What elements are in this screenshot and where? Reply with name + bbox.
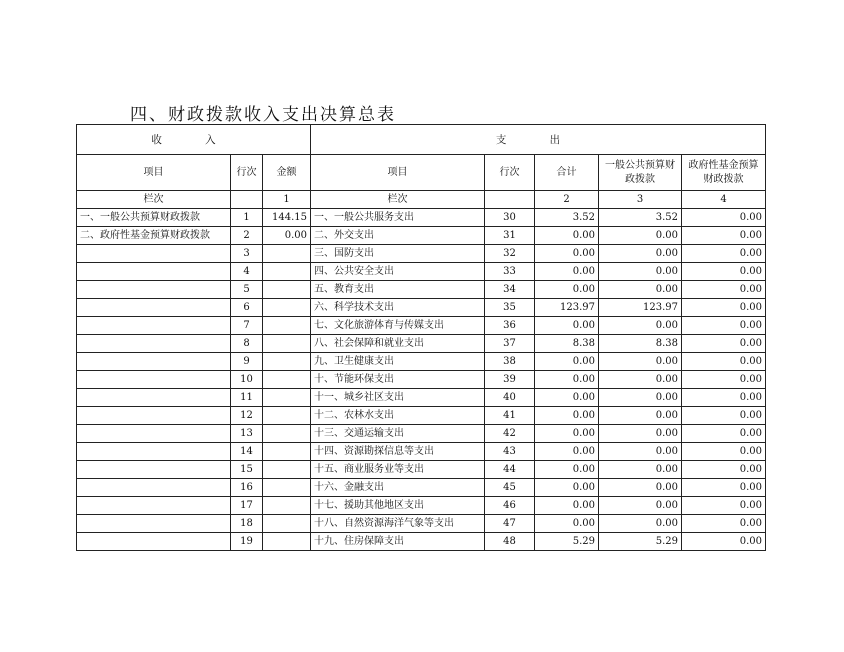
gov-fund-cell: 0.00 <box>682 263 766 281</box>
expense-row-no-header: 行次 <box>485 155 535 191</box>
income-row-no-cell: 7 <box>231 317 263 335</box>
expense-item-cell: 十二、农林水支出 <box>311 407 485 425</box>
income-item-cell <box>77 389 231 407</box>
general-budget-cell: 0.00 <box>599 461 682 479</box>
income-item-cell <box>77 245 231 263</box>
income-row-no-cell: 16 <box>231 479 263 497</box>
table-row <box>77 263 766 281</box>
total-cell: 8.38 <box>535 335 599 353</box>
expense-row-no-cell: 47 <box>485 515 535 533</box>
column-index-amount: 1 <box>263 191 311 209</box>
expense-item-cell: 十三、交通运输支出 <box>311 425 485 443</box>
income-item-cell <box>77 461 231 479</box>
table-row <box>77 443 766 461</box>
income-item-cell <box>77 479 231 497</box>
income-item-cell <box>77 497 231 515</box>
general-budget-cell: 0.00 <box>599 479 682 497</box>
income-amount-cell <box>263 515 311 533</box>
table-row <box>77 425 766 443</box>
total-cell: 5.29 <box>535 533 599 551</box>
income-item-cell <box>77 425 231 443</box>
general-budget-cell: 0.00 <box>599 497 682 515</box>
column-index-blank <box>485 191 535 209</box>
total-header: 合计 <box>535 155 599 191</box>
table-row <box>77 371 766 389</box>
income-amount-cell <box>263 497 311 515</box>
expense-item-cell: 二、外交支出 <box>311 227 485 245</box>
table-row <box>77 299 766 317</box>
expense-row-no-cell: 41 <box>485 407 535 425</box>
expense-row-no-cell: 43 <box>485 443 535 461</box>
total-cell: 0.00 <box>535 263 599 281</box>
income-item-cell <box>77 443 231 461</box>
total-cell: 123.97 <box>535 299 599 317</box>
total-cell: 3.52 <box>535 209 599 227</box>
income-row-no-cell: 18 <box>231 515 263 533</box>
table-row <box>77 497 766 515</box>
expense-row-no-cell: 48 <box>485 533 535 551</box>
expense-row-no-cell: 32 <box>485 245 535 263</box>
gov-fund-cell: 0.00 <box>682 461 766 479</box>
general-budget-cell: 0.00 <box>599 317 682 335</box>
general-budget-cell: 0.00 <box>599 281 682 299</box>
gov-fund-cell: 0.00 <box>682 227 766 245</box>
general-budget-cell: 0.00 <box>599 515 682 533</box>
total-cell: 0.00 <box>535 443 599 461</box>
expense-item-cell: 四、公共安全支出 <box>311 263 485 281</box>
general-budget-cell: 0.00 <box>599 425 682 443</box>
income-amount-cell <box>263 317 311 335</box>
income-row-no-header: 行次 <box>231 155 263 191</box>
expense-row-no-cell: 35 <box>485 299 535 317</box>
column-index-general: 3 <box>599 191 682 209</box>
gov-fund-cell: 0.00 <box>682 245 766 263</box>
income-amount-cell <box>263 443 311 461</box>
expense-row-no-cell: 38 <box>485 353 535 371</box>
expense-row-no-cell: 31 <box>485 227 535 245</box>
table-row <box>77 533 766 551</box>
income-item-cell <box>77 335 231 353</box>
income-row-no-cell: 2 <box>231 227 263 245</box>
income-row-no-cell: 6 <box>231 299 263 317</box>
expense-row-no-cell: 33 <box>485 263 535 281</box>
total-cell: 0.00 <box>535 497 599 515</box>
income-amount-cell: 144.15 <box>263 209 311 227</box>
gov-fund-cell: 0.00 <box>682 533 766 551</box>
total-cell: 0.00 <box>535 245 599 263</box>
expense-item-cell: 十七、援助其他地区支出 <box>311 497 485 515</box>
expense-item-cell: 七、文化旅游体育与传媒支出 <box>311 317 485 335</box>
income-amount-cell <box>263 263 311 281</box>
gov-fund-cell: 0.00 <box>682 515 766 533</box>
gov-fund-cell: 0.00 <box>682 407 766 425</box>
income-amount-cell <box>263 425 311 443</box>
income-row-no-cell: 3 <box>231 245 263 263</box>
income-row-no-cell: 8 <box>231 335 263 353</box>
income-row-no-cell: 14 <box>231 443 263 461</box>
total-cell: 0.00 <box>535 281 599 299</box>
table-row <box>77 407 766 425</box>
expense-item-cell: 一、一般公共服务支出 <box>311 209 485 227</box>
expense-row-no-cell: 30 <box>485 209 535 227</box>
gov-fund-cell: 0.00 <box>682 299 766 317</box>
income-amount-cell <box>263 353 311 371</box>
income-item-cell <box>77 533 231 551</box>
total-cell: 0.00 <box>535 407 599 425</box>
expense-item-cell: 十四、资源勘探信息等支出 <box>311 443 485 461</box>
total-cell: 0.00 <box>535 515 599 533</box>
income-item-cell <box>77 371 231 389</box>
expense-row-no-cell: 37 <box>485 335 535 353</box>
expense-row-no-cell: 39 <box>485 371 535 389</box>
income-item-cell <box>77 407 231 425</box>
income-amount-cell <box>263 533 311 551</box>
general-budget-cell: 123.97 <box>599 299 682 317</box>
expense-item-cell: 五、教育支出 <box>311 281 485 299</box>
income-row-no-cell: 15 <box>231 461 263 479</box>
table-row <box>77 389 766 407</box>
gov-fund-cell: 0.00 <box>682 353 766 371</box>
expense-item-cell: 九、卫生健康支出 <box>311 353 485 371</box>
column-index-fund: 4 <box>682 191 766 209</box>
income-amount-cell <box>263 389 311 407</box>
income-row-no-cell: 13 <box>231 425 263 443</box>
table-row <box>77 479 766 497</box>
expense-item-cell: 八、社会保障和就业支出 <box>311 335 485 353</box>
expense-row-no-cell: 36 <box>485 317 535 335</box>
expense-item-cell: 十九、住房保障支出 <box>311 533 485 551</box>
income-row-no-cell: 4 <box>231 263 263 281</box>
general-budget-cell: 3.52 <box>599 209 682 227</box>
table-row <box>77 461 766 479</box>
gov-fund-header: 政府性基金预算财政拨款 <box>682 155 766 191</box>
gov-fund-cell: 0.00 <box>682 425 766 443</box>
income-item-cell: 二、政府性基金预算财政拨款 <box>77 227 231 245</box>
expense-section-label: 支 出 <box>311 125 766 155</box>
gov-fund-cell: 0.00 <box>682 209 766 227</box>
gov-fund-cell: 0.00 <box>682 281 766 299</box>
table-row <box>77 281 766 299</box>
income-amount-cell <box>263 461 311 479</box>
income-amount-cell <box>263 281 311 299</box>
section-header-row <box>77 125 766 155</box>
expense-item-cell: 三、国防支出 <box>311 245 485 263</box>
expense-item-cell: 十、节能环保支出 <box>311 371 485 389</box>
total-cell: 0.00 <box>535 353 599 371</box>
general-budget-cell: 0.00 <box>599 245 682 263</box>
income-item-cell <box>77 515 231 533</box>
expense-item-cell: 十一、城乡社区支出 <box>311 389 485 407</box>
income-item-cell: 一、一般公共预算财政拨款 <box>77 209 231 227</box>
general-budget-cell: 0.00 <box>599 227 682 245</box>
income-item-cell <box>77 299 231 317</box>
expense-item-header: 项目 <box>311 155 485 191</box>
general-budget-cell: 0.00 <box>599 443 682 461</box>
gov-fund-cell: 0.00 <box>682 371 766 389</box>
total-cell: 0.00 <box>535 479 599 497</box>
expense-item-cell: 十八、自然资源海洋气象等支出 <box>311 515 485 533</box>
income-row-no-cell: 5 <box>231 281 263 299</box>
income-amount-header: 金额 <box>263 155 311 191</box>
total-cell: 0.00 <box>535 461 599 479</box>
income-amount-cell <box>263 299 311 317</box>
expense-row-no-cell: 34 <box>485 281 535 299</box>
general-budget-cell: 0.00 <box>599 389 682 407</box>
income-row-no-cell: 9 <box>231 353 263 371</box>
column-index-blank <box>231 191 263 209</box>
income-row-no-cell: 11 <box>231 389 263 407</box>
general-budget-header: 一般公共预算财政拨款 <box>599 155 682 191</box>
general-budget-cell: 0.00 <box>599 353 682 371</box>
income-amount-cell <box>263 407 311 425</box>
gov-fund-cell: 0.00 <box>682 497 766 515</box>
gov-fund-cell: 0.00 <box>682 389 766 407</box>
expense-row-no-cell: 40 <box>485 389 535 407</box>
gov-fund-cell: 0.00 <box>682 335 766 353</box>
general-budget-cell: 5.29 <box>599 533 682 551</box>
table-row <box>77 227 766 245</box>
income-item-cell <box>77 317 231 335</box>
income-item-cell <box>77 281 231 299</box>
gov-fund-cell: 0.00 <box>682 317 766 335</box>
income-amount-cell <box>263 371 311 389</box>
income-row-no-cell: 19 <box>231 533 263 551</box>
expense-row-no-cell: 45 <box>485 479 535 497</box>
expense-row-no-cell: 42 <box>485 425 535 443</box>
expense-item-cell: 十五、商业服务业等支出 <box>311 461 485 479</box>
column-index-label: 栏次 <box>77 191 231 209</box>
total-cell: 0.00 <box>535 317 599 335</box>
income-row-no-cell: 10 <box>231 371 263 389</box>
income-item-cell <box>77 353 231 371</box>
total-cell: 0.00 <box>535 425 599 443</box>
income-row-no-cell: 1 <box>231 209 263 227</box>
income-item-cell <box>77 263 231 281</box>
page-title: 四、财政拨款收入支出决算总表 <box>130 105 396 125</box>
general-budget-cell: 8.38 <box>599 335 682 353</box>
total-cell: 0.00 <box>535 371 599 389</box>
income-item-header: 项目 <box>77 155 231 191</box>
income-amount-cell <box>263 245 311 263</box>
income-amount-cell <box>263 335 311 353</box>
total-cell: 0.00 <box>535 227 599 245</box>
income-amount-cell <box>263 479 311 497</box>
gov-fund-cell: 0.00 <box>682 443 766 461</box>
table-row <box>77 353 766 371</box>
total-cell: 0.00 <box>535 389 599 407</box>
income-row-no-cell: 12 <box>231 407 263 425</box>
income-amount-cell: 0.00 <box>263 227 311 245</box>
gov-fund-cell: 0.00 <box>682 479 766 497</box>
income-section-label: 收 入 <box>77 125 311 155</box>
column-index-total: 2 <box>535 191 599 209</box>
column-header-row <box>77 155 766 191</box>
income-row-no-cell: 17 <box>231 497 263 515</box>
expense-item-cell: 十六、金融支出 <box>311 479 485 497</box>
table-row <box>77 515 766 533</box>
column-index-row <box>77 191 766 209</box>
table-row <box>77 209 766 227</box>
table-row <box>77 335 766 353</box>
general-budget-cell: 0.00 <box>599 371 682 389</box>
expense-row-no-cell: 44 <box>485 461 535 479</box>
general-budget-cell: 0.00 <box>599 407 682 425</box>
general-budget-cell: 0.00 <box>599 263 682 281</box>
expense-item-cell: 六、科学技术支出 <box>311 299 485 317</box>
table-row <box>77 317 766 335</box>
expense-row-no-cell: 46 <box>485 497 535 515</box>
column-index-expense-label: 栏次 <box>311 191 485 209</box>
budget-summary-table <box>76 124 766 551</box>
table-row <box>77 245 766 263</box>
